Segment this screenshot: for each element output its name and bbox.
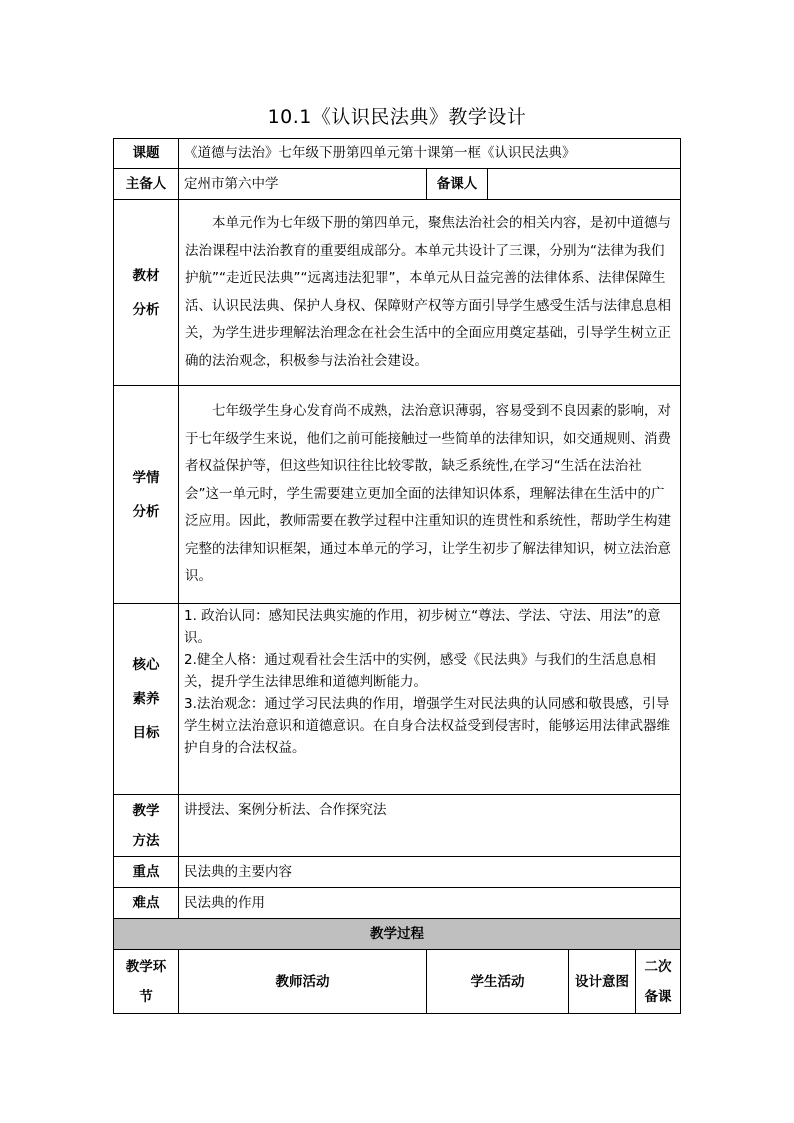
material-label-text: 教材分析 — [132, 267, 160, 318]
goals-label — [114, 604, 179, 795]
goals-row — [114, 604, 681, 795]
method-value: 讲授法、案例分析法、合作探究法 — [179, 795, 681, 857]
material-row — [114, 200, 681, 386]
method-label-text: 教学方法 — [132, 802, 160, 849]
process-col-intent: 设计意图 — [569, 950, 636, 1014]
student-label-text: 学情分析 — [132, 469, 160, 520]
preparer-value: 定州市第六中学 — [179, 169, 427, 200]
co-preparer-value — [488, 169, 681, 200]
key-value: 民法典的主要内容 — [179, 857, 681, 888]
topic-label: 课题 — [114, 139, 179, 169]
student-label — [114, 386, 179, 604]
goal-item: 1. 政治认同：感知民法典实施的作用，初步树立“尊法、学法、守法、用法”的意识。 — [184, 608, 661, 646]
student-text: 七年级学生身心发育尚不成熟，法治意识薄弱，容易受到不良因素的影响，对于七年级学生来说，他们之前可能接触过一些简单的法律知识，如交通规则、消费者权益保护等，但这些知识往往比较零散，缺乏系统性,在学习“生活在法治社会”这一单元时，学生需要建立更加全面的法律知识体系，理解法律在生活中的广泛应用。因此，教师需要在教学过程中注重知识的连贯性和系统性，帮助学生构建完整的法律知识框架，通过本单元的学习，让学生初步了解法律知识，树立法治意识。 — [179, 386, 681, 604]
goals-label-text: 核心素养目标 — [132, 657, 160, 741]
goal-item: 2.健全人格：通过观看社会生活中的实例，感受《民法典》与我们的生活息息相关，提升学生法律思维和道德判断能力。 — [184, 652, 656, 690]
process-col-student: 学生活动 — [427, 950, 569, 1014]
preparer-row — [114, 169, 681, 200]
process-title-row — [114, 919, 681, 950]
material-label — [114, 200, 179, 386]
process-header-row — [114, 950, 681, 1014]
student-row — [114, 386, 681, 604]
co-preparer-label: 备课人 — [427, 169, 488, 200]
lesson-plan-table — [113, 138, 681, 1014]
document-title: 10.1《认识民法典》教学设计 — [267, 106, 527, 128]
difficult-row — [114, 888, 681, 919]
method-row — [114, 795, 681, 857]
key-row — [114, 857, 681, 888]
process-col-revision-text: 二次备课 — [644, 958, 672, 1005]
topic-value: 《道德与法治》七年级下册第四单元第十课第一框《认识民法典》 — [179, 139, 681, 169]
process-col-stage-text: 教学环节 — [125, 958, 167, 1005]
goal-item: 3.法治观念：通过学习民法典的作用，增强学生对民法典的认同感和敬畏感，引导学生树立法治意识和道德意识。在自身合法权益受到侵害时，能够运用法律武器维护自身的合法权益。 — [184, 696, 670, 756]
process-col-teacher: 教师活动 — [179, 950, 427, 1014]
material-text: 本单元作为七年级下册的第四单元，聚焦法治社会的相关内容，是初中道德与法治课程中法治教育的重要组成部分。本单元共设计了三课，分别为“法律为我们护航”“走近民法典”“远离违法犯罪”，本单元从日益完善的法律体系、法律保障生活、认识民法典、保护人身权、保障财产权等方面引导学生感受生活与法律息息相关，为学生进步理解法治理念在社会生活中的全面应用奠定基础，引导学生树立正确的法治观念，积极参与法治社会建设。 — [179, 200, 681, 386]
difficult-label: 难点 — [114, 888, 179, 919]
goals-list — [179, 604, 681, 795]
process-col-stage — [114, 950, 179, 1014]
key-label: 重点 — [114, 857, 179, 888]
method-label — [114, 795, 179, 857]
topic-row — [114, 139, 681, 169]
process-title: 教学过程 — [114, 919, 681, 950]
difficult-value: 民法典的作用 — [179, 888, 681, 919]
process-col-revision — [636, 950, 681, 1014]
preparer-label: 主备人 — [114, 169, 179, 200]
